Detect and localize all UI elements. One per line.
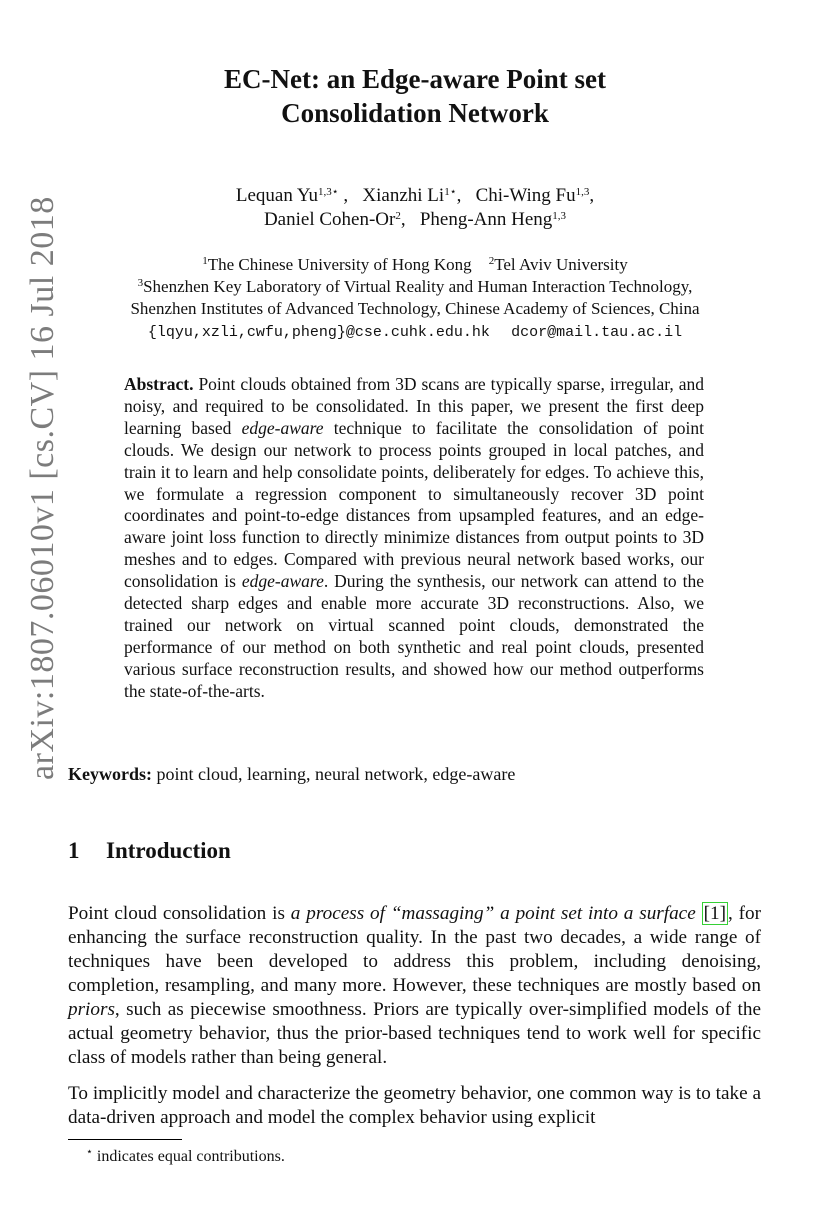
footnote <box>86 1148 285 1166</box>
affiliation-line-1 <box>70 254 760 276</box>
affiliation-name: The Chinese University of Hong Kong <box>207 255 472 274</box>
author-superscript: 1,3 <box>552 210 567 222</box>
affiliation-name: Shenzhen Key Laboratory of Virtual Reality and Human Interaction Technology, <box>143 277 693 296</box>
author-name: Chi-Wing Fu <box>475 185 576 206</box>
affiliation-name: Tel Aviv University <box>494 255 628 274</box>
abstract-emphasis: edge-aware <box>241 571 324 592</box>
affiliation-line-3: Shenzhen Institutes of Advanced Technology, Chinese Academy of Sciences, China <box>130 299 700 318</box>
arxiv-identifier: arXiv:1807.06010v1 [cs.CV] 16 Jul 2018 <box>24 196 61 780</box>
title-line-2: Consolidation Network <box>281 98 549 128</box>
author-superscript: 1,3⋆ <box>318 186 339 198</box>
abstract-emphasis: edge-aware <box>241 417 324 438</box>
author-line-1: Lequan $Yu^{1,3⋆}$ , Xianzhi $Li^{1⋆}$, Chi-Wing Fu$^{1,3}$, <box>235 185 595 206</box>
keywords <box>68 764 768 785</box>
section-number: 1 <box>68 838 80 863</box>
footnote-text: indicates equal contributions. <box>92 1148 285 1165</box>
abstract <box>124 374 704 703</box>
paragraph-emphasis: a process of “massaging” a point set into a surface <box>290 903 696 924</box>
section-heading <box>68 838 231 864</box>
author-line-2: Daniel Cohen-Or$^2$, Pheng-Ann Heng$^{1,3}$ <box>263 209 567 230</box>
paper-title <box>70 62 760 130</box>
affiliation-superscript: 2 <box>488 255 495 267</box>
email-address: dcor@mail.tau.ac.il <box>511 324 683 341</box>
email-address: {lqyu,xzli,cwfu,pheng}@cse.cuhk.edu.hk <box>147 324 490 341</box>
affiliation-superscript: 3 <box>137 277 144 289</box>
email-line <box>70 320 760 344</box>
abstract-text: technique to facilitate the consolidation of point clouds. We design our network to process points grouped in local patches, and train it to learn and help consolidate points, deliberately for edges. To achieve this, we formulate a regression component to simultaneously recover 3D point coordinates and point-to-edge distances from upsampled features, and an edge-aware joint loss function to directly minimize distances from output points to 3D meshes and to edges. Compared with previous neural network based works, our consolidation is <box>124 417 704 592</box>
author-name: Pheng-Ann Heng <box>419 209 553 230</box>
author-superscript: 2 <box>395 210 401 222</box>
paragraph-text: Point cloud consolidation is <box>68 903 291 924</box>
keywords-label: Keywords: <box>68 764 152 784</box>
footnote-mark: ⋆ <box>86 1146 93 1158</box>
abstract-text: . During the synthesis, our network can attend to the detected sharp edges and enable more accurate 3D reconstructions. Also, we trained our network on virtual scanned point clouds, demonstrated the performance of our method on both synthetic and real point clouds, presented various surface reconstruction results, and showed how our method outperforms the state-of-the-arts. <box>124 571 704 701</box>
affiliation-line-2 <box>70 276 760 298</box>
section-title: Introduction <box>106 838 231 863</box>
intro-paragraph-2: To implicitly model and characterize the geometry behavior, one common way is to take a data-driven approach and model the complex behavior using explicit <box>68 1083 761 1128</box>
affiliations <box>70 254 760 344</box>
affiliation-superscript: 1 <box>202 255 208 267</box>
abstract-text: Point clouds obtained from 3D scans are typically sparse, irregular, and noisy, and required to be consolidated. In this paper, we present the first deep learning based <box>124 374 705 438</box>
title-line-1: EC-Net: an Edge-aware Point set <box>224 64 606 94</box>
author-name: Lequan Yu <box>235 185 319 206</box>
author-superscript: 1⋆ <box>444 186 457 198</box>
keywords-text: point cloud, learning, neural network, edge-aware <box>156 764 516 784</box>
author-name: Xianzhi Li <box>362 185 445 206</box>
author-name: Daniel Cohen-Or <box>263 209 396 230</box>
intro-paragraph-1 <box>68 902 761 1070</box>
paragraph-text: , such as piecewise smoothness. Priors are typically over-simplified models of the actual geometry behavior, thus the prior-based techniques tend to work well for specific class of models rather than being general. <box>68 999 761 1068</box>
author-list <box>70 184 760 232</box>
footnote-rule <box>68 1139 182 1140</box>
abstract-label: Abstract. <box>124 374 194 394</box>
author-superscript: 1,3 <box>575 186 590 198</box>
paragraph-emphasis: priors <box>68 999 115 1020</box>
citation-link[interactable]: [1] <box>703 903 726 924</box>
paragraph-text: , for enhancing the surface reconstruction quality. In the past two decades, a wide range of techniques have been developed to address this problem, including denoising, completion, resampling, and many more. However, these techniques are mostly based on <box>68 903 762 996</box>
